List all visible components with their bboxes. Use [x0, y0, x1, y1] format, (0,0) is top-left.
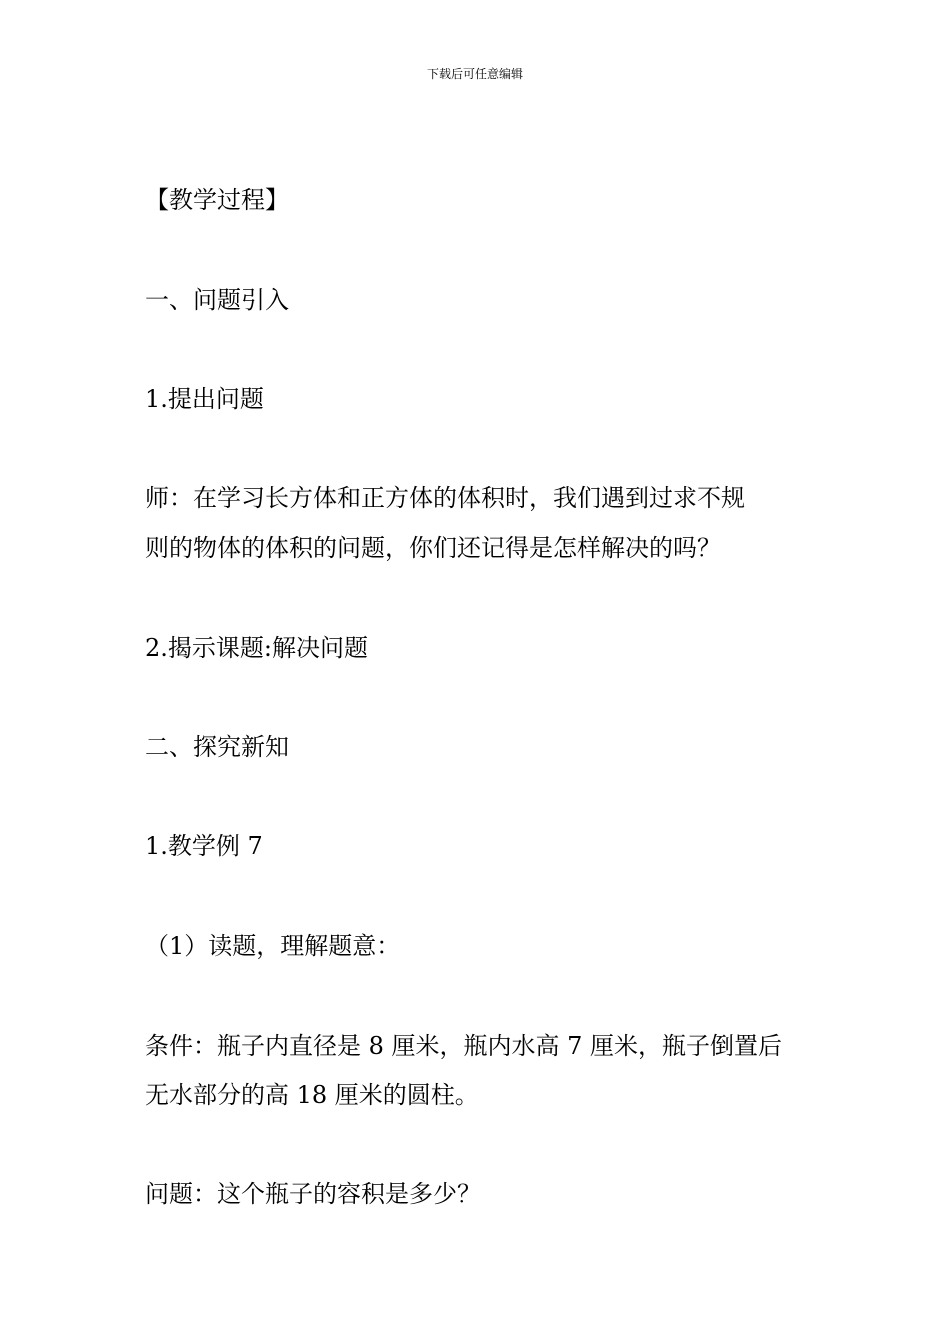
item-teach-example: 1.教学例 7	[145, 832, 263, 860]
item-raise-question: 1.提出问题	[145, 385, 264, 413]
teacher-line-1: 师：在学习长方体和正方体的体积时，我们遇到过求不规	[145, 484, 745, 512]
section-title: 【教学过程】	[145, 186, 289, 214]
teacher-line-2: 则的物体的体积的问题，你们还记得是怎样解决的吗？	[145, 534, 721, 562]
heading-explore-new-knowledge: 二、探究新知	[145, 733, 289, 761]
sub-item-read-problem: （1）读题，理解题意：	[145, 932, 401, 960]
question-line: 问题：这个瓶子的容积是多少？	[145, 1180, 481, 1208]
condition-line-2: 无水部分的高 18 厘米的圆柱。	[145, 1081, 479, 1109]
page-header: 下载后可任意编辑	[426, 67, 523, 81]
condition-line-1: 条件：瓶子内直径是 8 厘米，瓶内水高 7 厘米，瓶子倒置后	[145, 1032, 783, 1060]
item-reveal-topic: 2.揭示课题:解决问题	[145, 634, 368, 662]
heading-problem-introduction: 一、问题引入	[145, 286, 289, 314]
